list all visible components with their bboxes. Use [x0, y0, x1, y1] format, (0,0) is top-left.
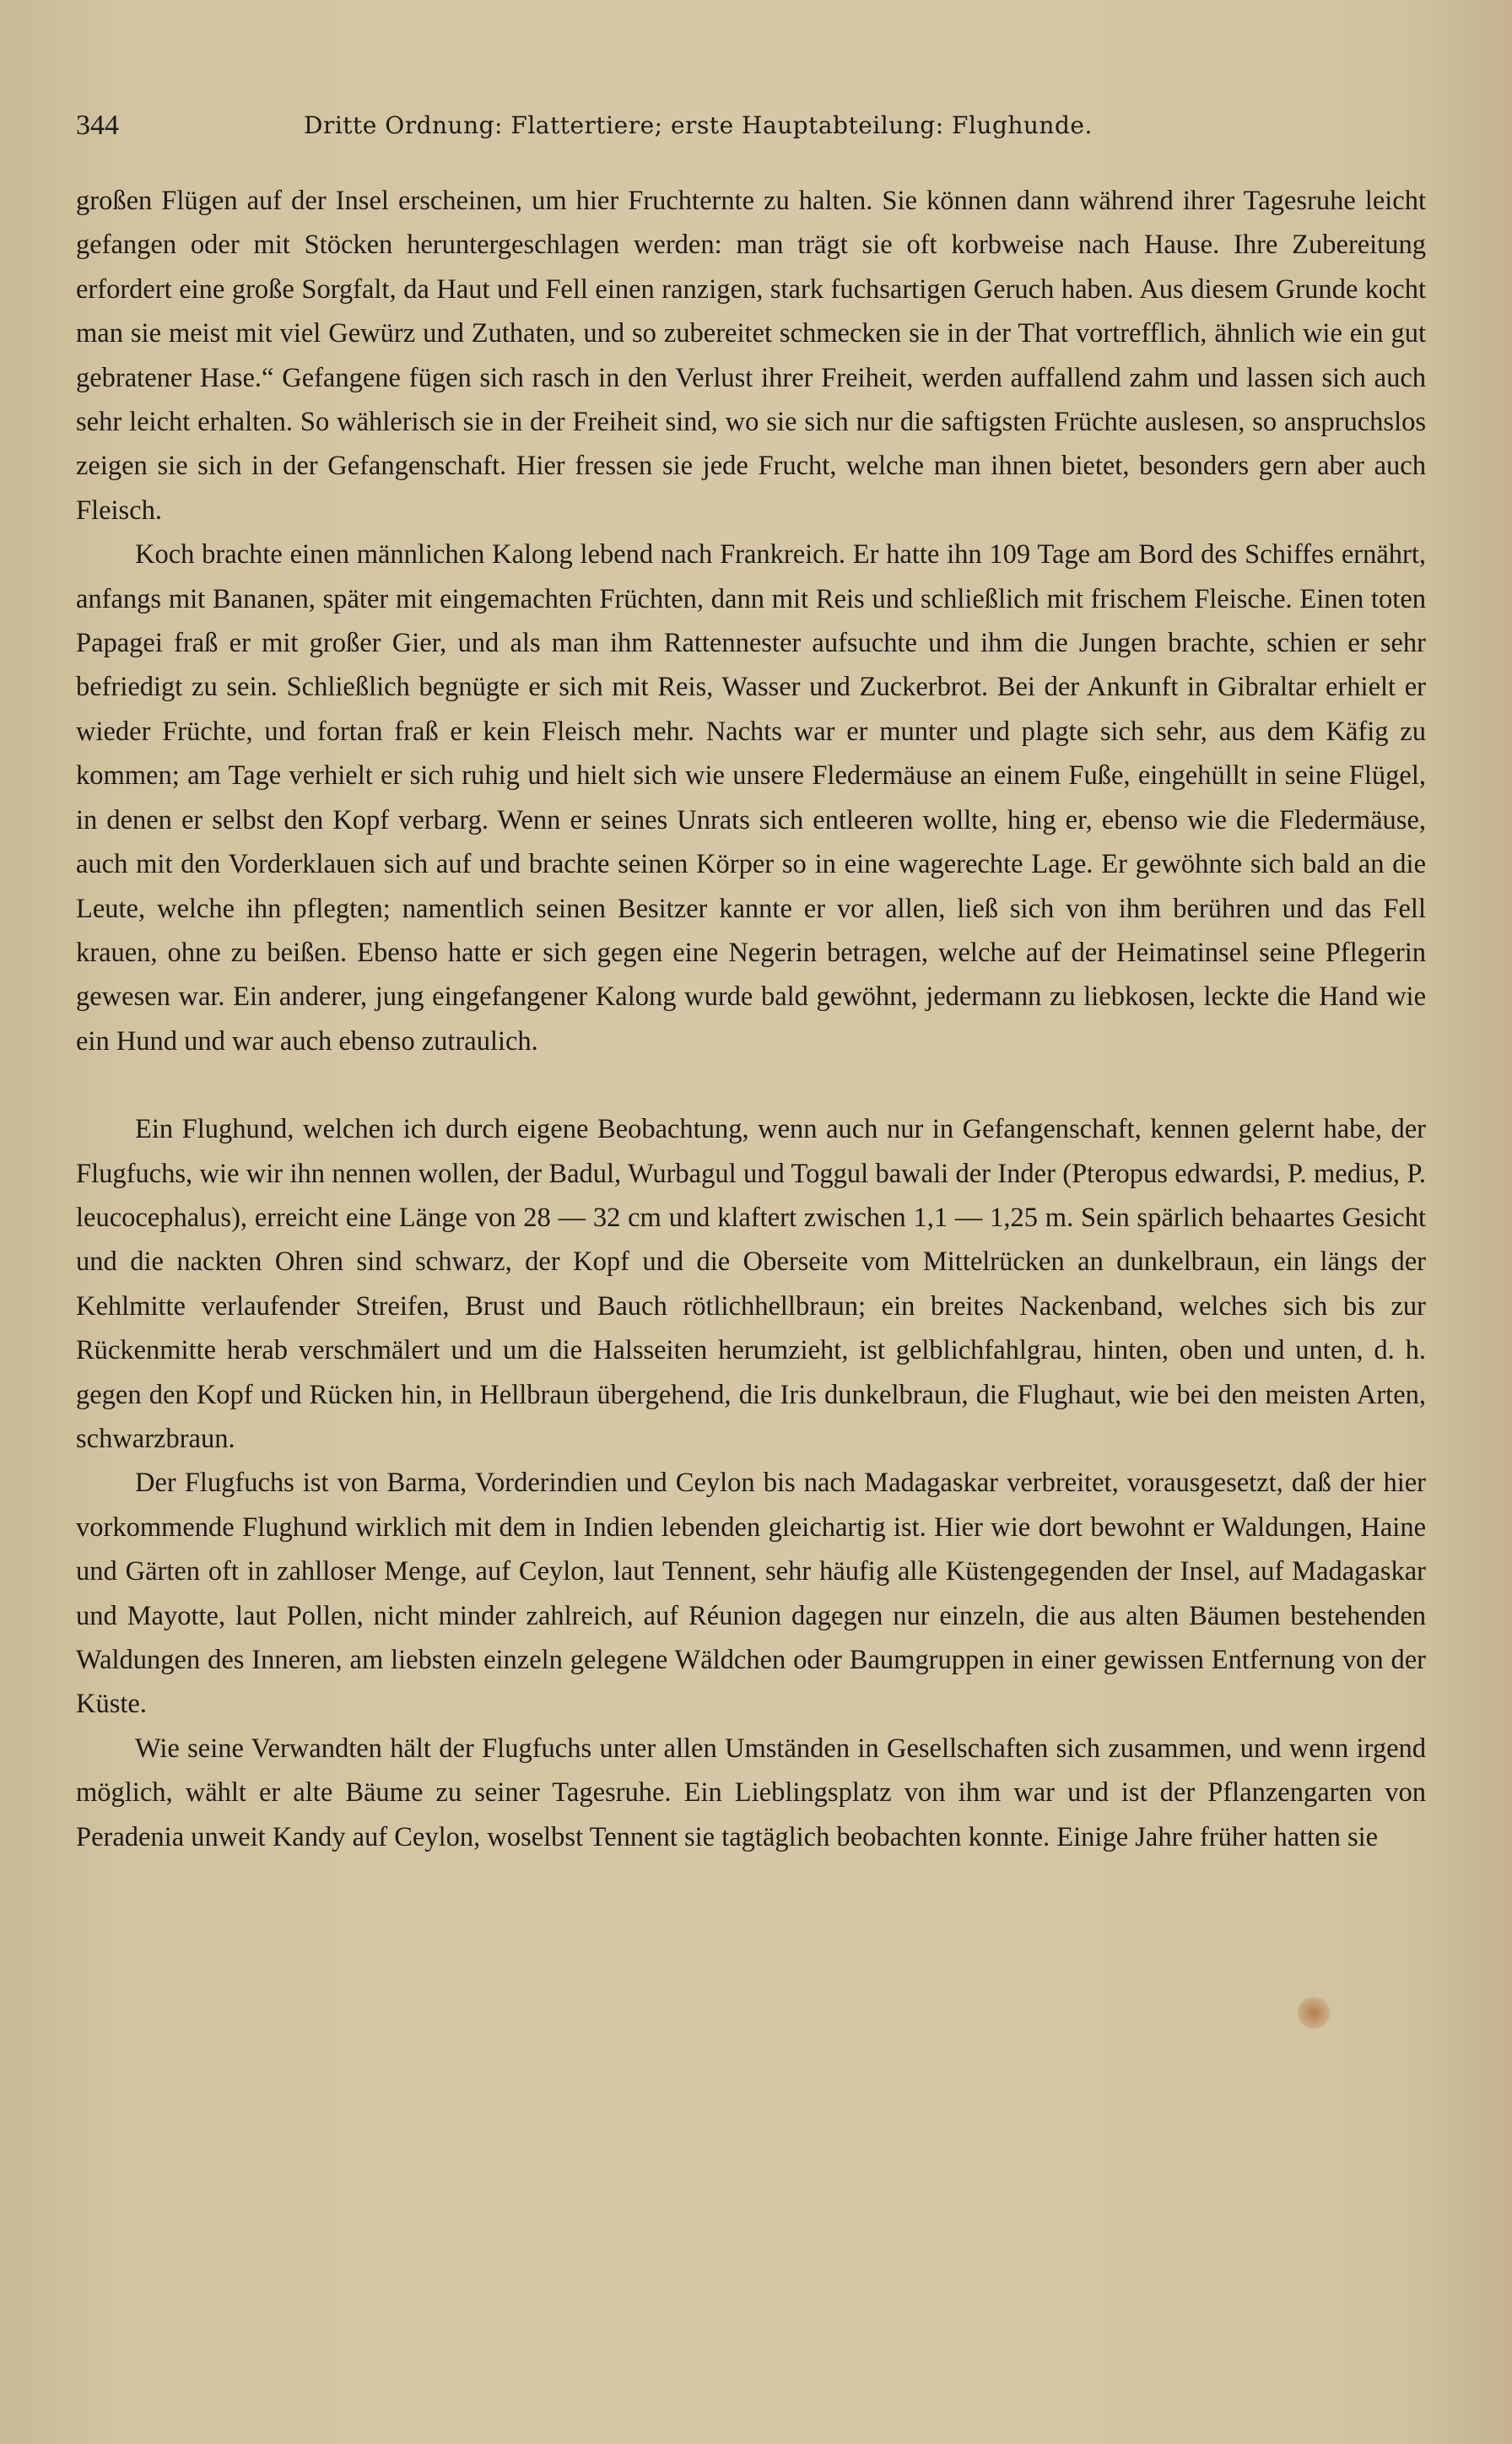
paragraph-4: Der Flugfuchs ist von Barma, Vorderindien und Ceylon bis nach Madagaskar verbreitet, vorausgesetzt, daß der hier vorkommende Flughund wirklich mit dem in Indien lebenden gleichartig ist. Hier wie dort bewohnt er Waldungen, Haine und Gärten oft in zahlloser Menge, auf Ceylon, laut Tennent, sehr häufig alle Küstengegenden der Insel, auf Madagaskar und Mayotte, laut Pollen, nicht minder zahlreich, auf Réunion dagegen nur einzeln, die aus alten Bäumen bestehenden Waldungen des Inneren, am liebsten einzeln gelegene Wäldchen oder Baumgruppen in einer gewissen Entfernung von der Küste.	[76, 1468, 1426, 1720]
paper-stain	[1298, 1997, 1330, 2029]
paragraph-5: Wie seine Verwandten hält der Flugfuchs unter allen Umständen in Gesellschaften sich zusammen, und wenn irgend möglich, wählt er alte Bäume zu seiner Tagesruhe. Ein Lieblingsplatz von ihm war und ist der Pflanzengarten von Peradenia unweit Kandy auf Ceylon, woselbst Tennent sie tagtäglich beobachten konnte. Einige Jahre früher hatten sie	[76, 1733, 1426, 1852]
running-head: Dritte Ordnung: Flattertiere; erste Hauptabteilung: Flughunde.	[304, 111, 1093, 139]
paragraph-3: Ein Flughund, welchen ich durch eigene Beobachtung, wenn auch nur in Gefangenschaft, kennen gelernt habe, der Flugfuchs, wie wir ihn nennen wollen, der Badul, Wurbagul und Toggul bawali der Inder (Pteropus edwardsi, P. medius, P. leucocephalus), erreicht eine Länge von 28 — 32 cm und klaftert zwischen 1,1 — 1,25 m. Sein spärlich behaartes Gesicht und die nackten Ohren sind schwarz, der Kopf und die Oberseite vom Mittelrücken an dunkelbraun, ein längs der Kehlmitte verlaufender Streifen, Brust und Bauch rötlichhellbraun; ein breites Nackenband, welches sich bis zur Rückenmitte herab verschmälert und um die Halsseiten herumzieht, ist gelblichfahlgrau, hinten, oben und unten, d. h. gegen den Kopf und Rücken hin, in Hellbraun übergehend, die Iris dunkelbraun, die Flughaut, wie bei den meisten Arten, schwarzbraun.	[76, 1114, 1426, 1454]
body-text	[76, 179, 1426, 1859]
paragraph-2: Koch brachte einen männlichen Kalong lebend nach Frankreich. Er hatte ihn 109 Tage am Bord des Schiffes ernährt, anfangs mit Bananen, später mit eingemachten Früchten, dann mit Reis und schließlich mit frischem Fleische. Einen toten Papagei fraß er mit großer Gier, und als man ihm Rattennester aufsuchte und ihm die Jungen brachte, schien er sehr befriedigt zu sein. Schließlich begnügte er sich mit Reis, Wasser und Zuckerbrot. Bei der Ankunft in Gibraltar erhielt er wieder Früchte, und fortan fraß er kein Fleisch mehr. Nachts war er munter und plagte sich sehr, aus dem Käfig zu kommen; am Tage verhielt er sich ruhig und hielt sich wie unsere Fledermäuse an einem Fuße, eingehüllt in seine Flügel, in denen er selbst den Kopf verbarg. Wenn er seines Unrats sich entleeren wollte, hing er, ebenso wie die Fledermäuse, auch mit den Vorderklauen sich auf und brachte seinen Körper so in eine wagerechte Lage. Er gewöhnte sich bald an die Leute, welche ihn pflegten; namentlich seinen Besitzer kannte er vor allen, ließ sich von ihm berühren und das Fell krauen, ohne zu beißen. Ebenso hatte er sich gegen eine Negerin betragen, welche auf der Heimatinsel seine Pflegerin gewesen war. Ein anderer, jung eingefangener Kalong wurde bald gewöhnt, jedermann zu liebkosen, leckte die Hand wie ein Hund und war auch ebenso zutraulich.	[76, 539, 1426, 1057]
page-header	[76, 110, 1426, 152]
paragraph-1: großen Flügen auf der Insel erscheinen, um hier Fruchternte zu halten. Sie können dann während ihrer Tagesruhe leicht gefangen oder mit Stöcken heruntergeschlagen werden: man trägt sie oft korbweise nach Hause. Ihre Zubereitung erfordert eine große Sorgfalt, da Haut und Fell einen ranzigen, stark fuchsartigen Geruch haben. Aus diesem Grunde kocht man sie meist mit viel Gewürz und Zuthaten, und so zubereitet schmecken sie in der That vortrefflich, ähnlich wie ein gut gebratener Hase.“ Gefangene fügen sich rasch in den Verlust ihrer Freiheit, werden auffallend zahm und lassen sich auch sehr leicht erhalten. So wählerisch sie in der Freiheit sind, wo sie sich nur die saftigsten Früchte auslesen, so anspruchslos zeigen sie sich in der Gefangenschaft. Hier fressen sie jede Frucht, welche man ihnen bietet, besonders gern aber auch Fleisch.	[76, 186, 1426, 526]
page-number: 344	[76, 110, 119, 141]
